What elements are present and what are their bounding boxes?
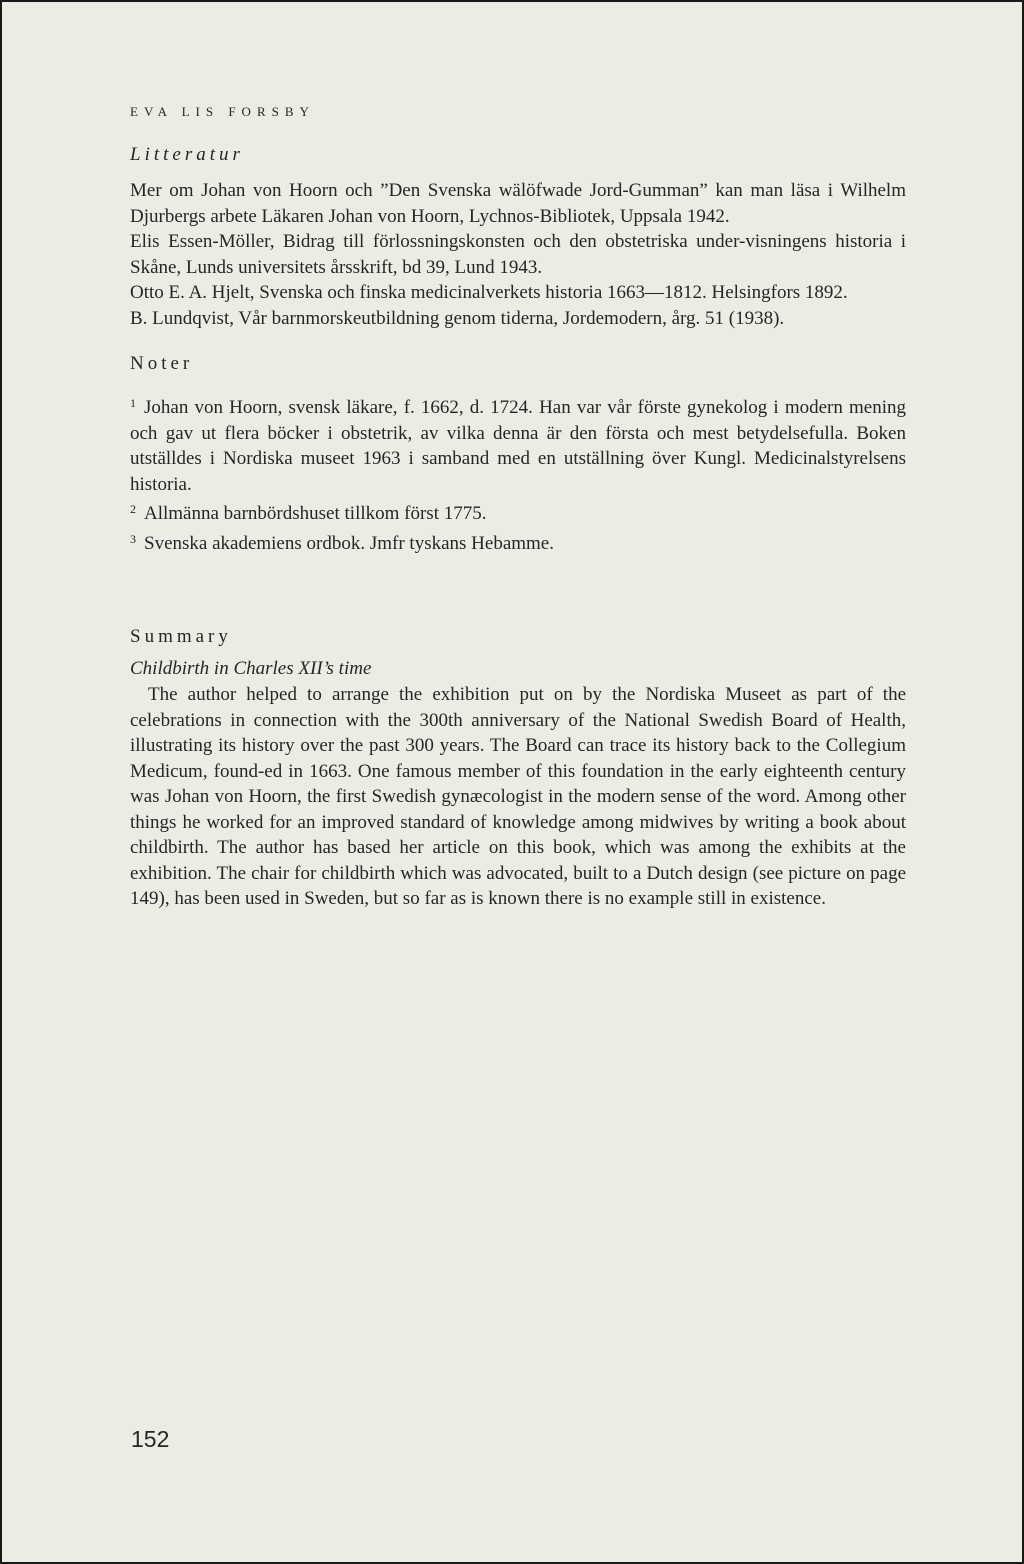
notes-list	[130, 391, 906, 556]
literature-list	[130, 178, 906, 331]
page-number: 152	[131, 1426, 170, 1452]
literature-entry: Elis Essen-Möller, Bidrag till förlossningskonsten och den obstetriska under-visningens historia i Skåne, Lunds universitets årsskrift, bd 39, Lund 1943.	[130, 231, 906, 278]
footnote	[130, 497, 906, 527]
footnote	[130, 527, 906, 557]
book-page	[2, 2, 1022, 1562]
footnote	[130, 391, 906, 497]
footnote-number: 3	[130, 531, 136, 546]
running-head: EVA LIS FORSBY	[130, 104, 315, 119]
footnote-number: 2	[130, 502, 136, 516]
footnote-text: Svenska akademiens ordbok. Jmfr tyskans Hebamme.	[144, 532, 554, 554]
page-content	[130, 102, 906, 912]
summary-body: The author helped to arrange the exhibition put on by the Nordiska Museet as part of the celebrations in connection with the 300th anniversary of the National Swedish Board of Health, illustrating its history over the past 300 years. The Board can trace its history back to the Collegium Medicum, found-ed in 1663. One famous member of this foundation in the early eighteenth century was Johan von Hoorn, the first Swedish gynæcologist in the modern sense of the word. Among other things he worked for an improved standard of knowledge among midwives by writing a book about childbirth. The author has based her article on this book, which was among the exhibits at the exhibition. The chair for childbirth which was advocated, built to a Dutch design (see picture on page 149), has been used in Sweden, but so far as is known there is no example still in existence.	[130, 684, 906, 909]
notes-heading: Noter	[130, 353, 194, 374]
literature-heading: Litteratur	[130, 144, 244, 165]
summary-heading: Summary	[130, 626, 232, 647]
footnote-number: 1	[130, 396, 136, 410]
literature-entry: Otto E. A. Hjelt, Svenska och finska medicinalverkets historia 1663—1812. Helsingfors 1892.	[130, 282, 848, 303]
footnote-text: Johan von Hoorn, svensk läkare, f. 1662, d. 1724. Han var vår förste gynekolog i modern mening och gav ut flera böcker i obstetrik, av vilka denna är den första och mest betydelsefulla. Boken utställdes i Nordiska museet 1963 i samband med en utställning över Kungl. Medicinalstyrelsens historia.	[130, 397, 906, 495]
summary-title: Childbirth in Charles XII’s time	[130, 658, 372, 679]
footnote-text: Allmänna barnbördshuset tillkom först 1775.	[144, 503, 487, 524]
literature-entry: B. Lundqvist, Vår barnmorskeutbildning genom tiderna, Jordemodern, årg. 51 (1938).	[130, 307, 785, 329]
literature-entry: Mer om Johan von Hoorn och ”Den Svenska wälöfwade Jord-Gumman” kan man läsa i Wilhelm Djurbergs arbete Läkaren Johan von Hoorn, Lychnos-Bibliotek, Uppsala 1942.	[130, 180, 906, 227]
